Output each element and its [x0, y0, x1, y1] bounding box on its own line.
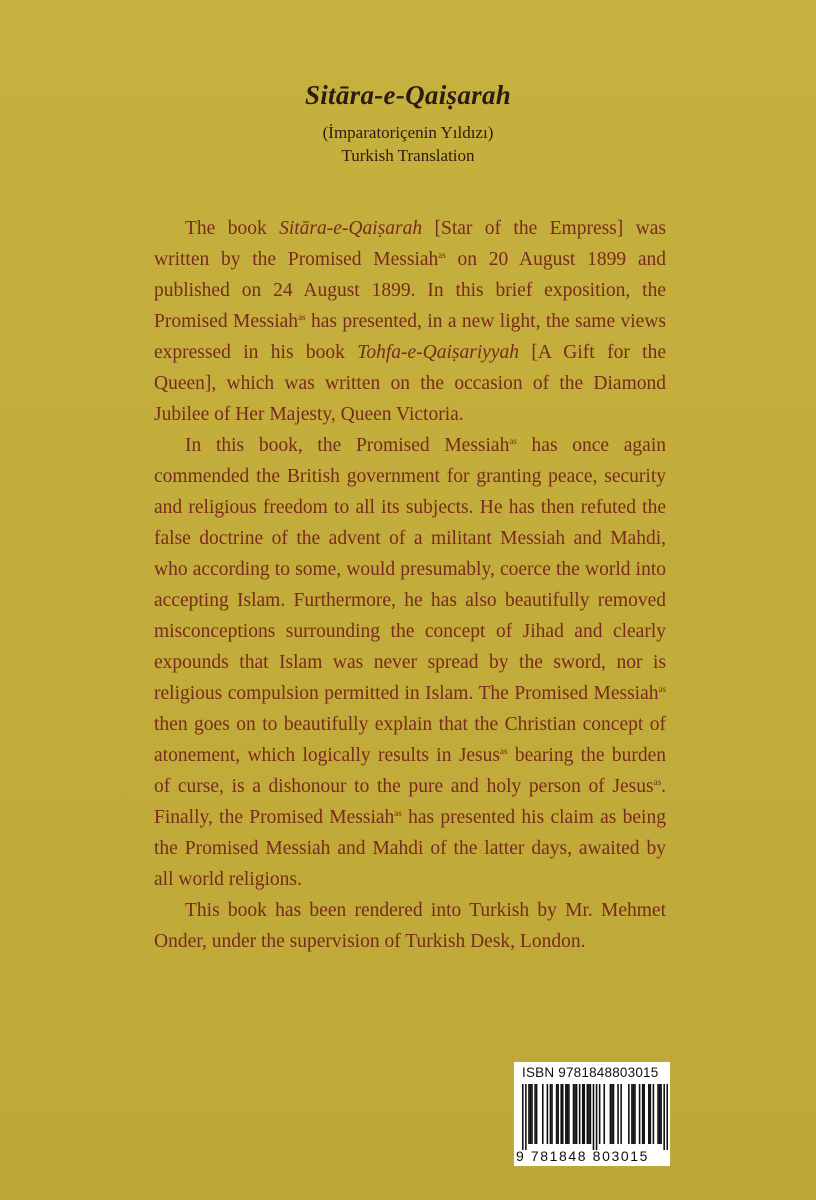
- honorific-sup: as: [653, 777, 662, 787]
- honorific-sup: as: [500, 746, 508, 756]
- barcode-bar: [574, 1084, 576, 1144]
- p2-text-b: has once again commended the British government for granting peace, security and religious freedom to all its subjects. He has then refuted the false doctrine of the advent of a militant Messiah and Mahdi, who according to some, would presumably, coerce the world into accepting Islam. Furthermore, he has also beautifully removed misconceptions surrounding the concept of Jihad and clearly expounds that Islam was never spread by the sword, nor is religious compulsion permitted in Islam. The Promised Messiah: [154, 435, 666, 704]
- barcode-bar: [657, 1084, 659, 1144]
- barcode-bar: [528, 1084, 530, 1144]
- p2-text-c: then goes on to beautifully explain that the Christian concept of atonement, which logically results in Jesus: [154, 714, 666, 766]
- p2-text-d: bearing the burden of curse, is a dishonour to the pure and holy person of Jesus: [154, 745, 666, 797]
- barcode-bar: [631, 1084, 633, 1144]
- barcode-bar: [617, 1084, 619, 1144]
- barcode-bar: [534, 1084, 536, 1144]
- barcode-bar: [628, 1084, 630, 1144]
- barcode-bar: [633, 1084, 635, 1144]
- barcode-bar: [593, 1084, 595, 1150]
- honorific-sup: as: [298, 312, 306, 322]
- barcode-bar: [531, 1084, 533, 1144]
- barcode-bar: [587, 1084, 589, 1144]
- barcode-bar: [666, 1084, 668, 1150]
- barcode-bar: [643, 1084, 645, 1144]
- barcode-bar: [599, 1084, 601, 1144]
- barcode-bar: [562, 1084, 564, 1144]
- barcode-bar: [590, 1084, 592, 1144]
- paragraph-1: [154, 213, 666, 430]
- barcode-bar: [525, 1084, 527, 1150]
- barcode-bar: [634, 1084, 636, 1144]
- barcode-bar: [567, 1084, 569, 1144]
- p1-text-d: has presented, in a new light, the same views expressed in his book: [154, 311, 666, 363]
- barcode-bar: [579, 1084, 581, 1144]
- barcode-bar: [556, 1084, 558, 1144]
- barcode-bar: [536, 1084, 538, 1144]
- title-block: [0, 80, 816, 166]
- barcode-bar: [522, 1084, 524, 1150]
- barcode-bar: [573, 1084, 575, 1144]
- book-title-ref: Sitāra-e-Qaiṣarah: [279, 218, 423, 239]
- honorific-sup: as: [509, 436, 517, 446]
- barcode-bar: [583, 1084, 585, 1144]
- honorific-sup: as: [438, 250, 446, 260]
- barcode-bar: [610, 1084, 612, 1144]
- barcode-bar: [639, 1084, 641, 1144]
- paragraph-3: This book has been rendered into Turkish by Mr. Mehmet Onder, under the supervision of Turkish Desk, London.: [154, 900, 666, 952]
- barcode-bar: [642, 1084, 644, 1144]
- barcode-bar: [560, 1084, 562, 1144]
- barcode-bar: [582, 1084, 584, 1144]
- p1-text-a: The book: [185, 218, 280, 239]
- p2-text-e: . Finally, the Promised Messiah: [154, 776, 666, 828]
- barcode-bar: [550, 1084, 552, 1144]
- book-title: Sitāra-e-Qaiṣarah: [304, 80, 512, 110]
- p1-text-b: [Star of the Empress] was written by the Promised Messiah: [154, 218, 666, 270]
- barcode-bar: [542, 1084, 544, 1144]
- barcode-bar: [659, 1084, 661, 1144]
- barcode-bar: [565, 1084, 567, 1144]
- barcode-bar: [620, 1084, 622, 1144]
- barcode-bar: [613, 1084, 615, 1144]
- p2-text-f: has presented his claim as being the Promised Messiah and Mahdi of the latter days, awaited by all world religions.: [154, 807, 666, 890]
- barcode-bar: [650, 1084, 652, 1144]
- barcode-bar: [576, 1084, 578, 1144]
- barcode-bar: [653, 1084, 655, 1144]
- isbn-label: ISBN 9781848803015: [522, 1065, 659, 1080]
- barcode-bar: [603, 1084, 605, 1144]
- translation-label: Turkish Translation: [341, 146, 475, 165]
- honorific-sup: as: [658, 684, 666, 694]
- p1-text-c: on 20 August 1899 and published on 24 August 1899. In this brief exposition, the Promised Messiah: [154, 249, 667, 332]
- barcode-bar: [596, 1084, 598, 1150]
- barcode-bar: [557, 1084, 559, 1144]
- barcode-bar: [611, 1084, 613, 1144]
- paragraph-2: [154, 430, 666, 895]
- barcode-bar: [551, 1084, 553, 1144]
- barcode-bar: [588, 1084, 590, 1144]
- barcode-bar: [660, 1084, 662, 1144]
- barcode-digits: 9 781848 803015: [516, 1148, 649, 1164]
- p1-text-e: [A Gift for the Queen], which was written on the occasion of the Diamond Jubilee of Her Majesty, Queen Victoria.: [154, 342, 666, 425]
- turkish-title: (İmparatoriçenin Yıldızı): [322, 123, 494, 142]
- barcode-bar: [648, 1084, 650, 1144]
- blurb: [154, 213, 666, 957]
- book-title-ref: Tohfa-e-Qaiṣariyyah: [357, 342, 520, 363]
- p2-text-a: In this book, the Promised Messiah: [185, 435, 510, 456]
- barcode-bar: [547, 1084, 549, 1144]
- barcode-bar: [663, 1084, 665, 1150]
- barcode-bar: [568, 1084, 570, 1144]
- barcode-bar: [530, 1084, 532, 1144]
- isbn-barcode: [514, 1062, 670, 1166]
- barcode-bars: [522, 1084, 668, 1150]
- honorific-sup: as: [394, 808, 402, 818]
